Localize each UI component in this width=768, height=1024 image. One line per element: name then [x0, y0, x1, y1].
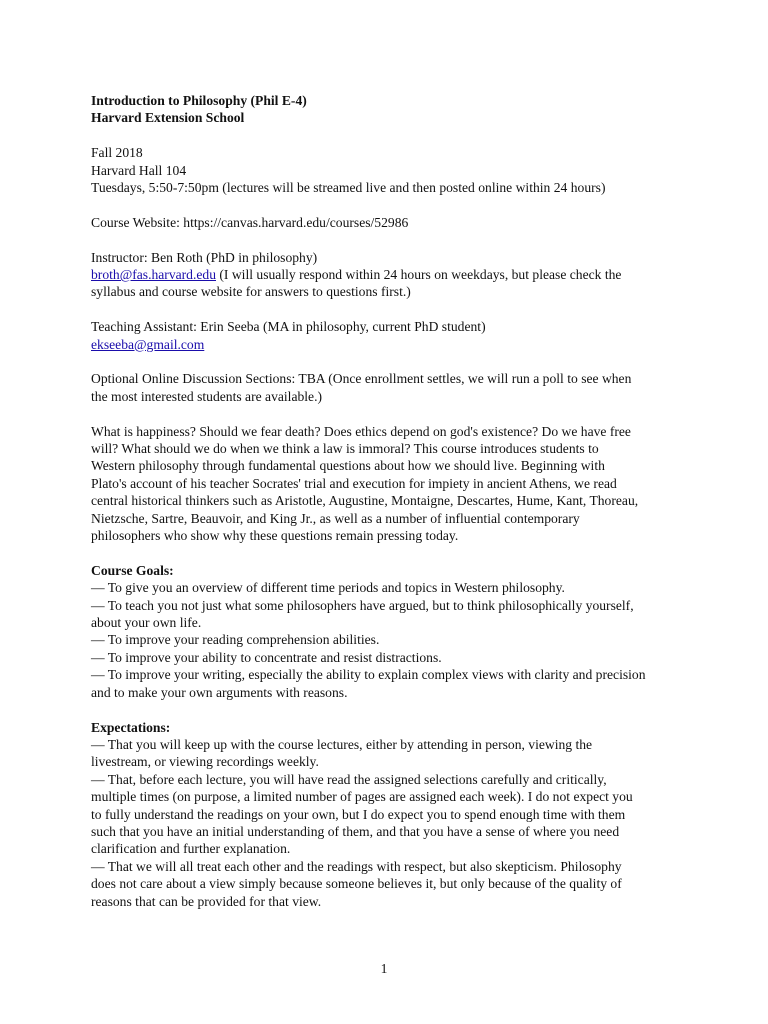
- goal-line: and to make your own arguments with reasons.: [91, 684, 348, 700]
- goal-line: — To improve your reading comprehension abilities.: [91, 632, 380, 648]
- expectation-line: livestream, or viewing recordings weekly.: [91, 754, 319, 770]
- course-website: Course Website: https://canvas.harvard.edu/courses/52986: [91, 214, 409, 230]
- description-line: central historical thinkers such as Aristotle, Augustine, Montaigne, Descartes, Hume, Kant, Thoreau,: [91, 493, 639, 509]
- goal-line: — To teach you not just what some philosophers have argued, but to think philosophically yourself,: [91, 597, 634, 613]
- expectation-line: multiple times (on purpose, a limited number of pages are assigned each week). I do not expect you: [91, 789, 633, 805]
- expectation-line: — That we will all treat each other and the readings with respect, but also skepticism. Philosophy: [91, 858, 622, 874]
- school-name: Harvard Extension School: [91, 110, 245, 126]
- ta-email-link[interactable]: ekseeba@gmail.com: [91, 336, 205, 352]
- expectation-line: to fully understand the readings on your own, but I do expect you to spend enough time with them: [91, 806, 626, 822]
- ta-contact: [91, 336, 691, 353]
- expectation-line: clarification and further explanation.: [91, 841, 291, 857]
- goals-heading: Course Goals:: [91, 562, 174, 578]
- expectation-line: does not care about a view simply because someone believes it, but only because of the quality of: [91, 876, 622, 892]
- goal-line: about your own life.: [91, 615, 202, 631]
- instructor-note-cont: syllabus and course website for answers to questions first.): [91, 284, 411, 300]
- instructor-email-link[interactable]: broth@fas.harvard.edu: [91, 267, 216, 283]
- description-line: will? What should we do when we think a law is immoral? This course introduces students to: [91, 441, 599, 457]
- location: Harvard Hall 104: [91, 162, 187, 178]
- description-line: What is happiness? Should we fear death? Does ethics depend on god's existence? Do we have free: [91, 423, 631, 439]
- description-line: Western philosophy through fundamental questions about how we should live. Beginning with: [91, 458, 605, 474]
- meeting-time: Tuesdays, 5:50-7:50pm (lectures will be streamed live and then posted online within 24 hours): [91, 180, 606, 196]
- expectation-line: reasons that can be provided for that view.: [91, 893, 322, 909]
- sections-line: Optional Online Discussion Sections: TBA (Once enrollment settles, we will run a poll to see when: [91, 371, 632, 387]
- instructor-line: Instructor: Ben Roth (PhD in philosophy): [91, 249, 318, 265]
- expectations-heading: Expectations:: [91, 719, 171, 735]
- goal-line: — To improve your writing, especially the ability to explain complex views with clarity and precision: [91, 667, 646, 683]
- description-line: Nietzsche, Sartre, Beauvoir, and King Jr., as well as a number of influential contemporary: [91, 510, 580, 526]
- course-title: Introduction to Philosophy (Phil E-4): [91, 93, 307, 108]
- expectation-line: such that you have an initial understanding of them, and that you have a sense of where you need: [91, 823, 620, 839]
- expectation-line: — That you will keep up with the course lectures, either by attending in person, viewing the: [91, 736, 593, 752]
- document-body: [91, 92, 691, 910]
- goal-line: — To improve your ability to concentrate and resist distractions.: [91, 649, 442, 665]
- instructor-contact: [91, 266, 691, 283]
- ta-line: Teaching Assistant: Erin Seeba (MA in philosophy, current PhD student): [91, 319, 486, 335]
- goal-line: — To give you an overview of different time periods and topics in Western philosophy.: [91, 580, 565, 596]
- instructor-note: (I will usually respond within 24 hours on weekdays, but please check the: [216, 267, 622, 283]
- sections-line: the most interested students are available.): [91, 388, 323, 404]
- page-number: 1: [380, 961, 388, 976]
- term: Fall 2018: [91, 145, 143, 161]
- expectation-line: — That, before each lecture, you will have read the assigned selections carefully and critically,: [91, 771, 607, 787]
- description-line: Plato's account of his teacher Socrates' trial and execution for impiety in ancient Athens, we read: [91, 475, 617, 491]
- description-line: philosophers who show why these questions remain pressing today.: [91, 528, 459, 544]
